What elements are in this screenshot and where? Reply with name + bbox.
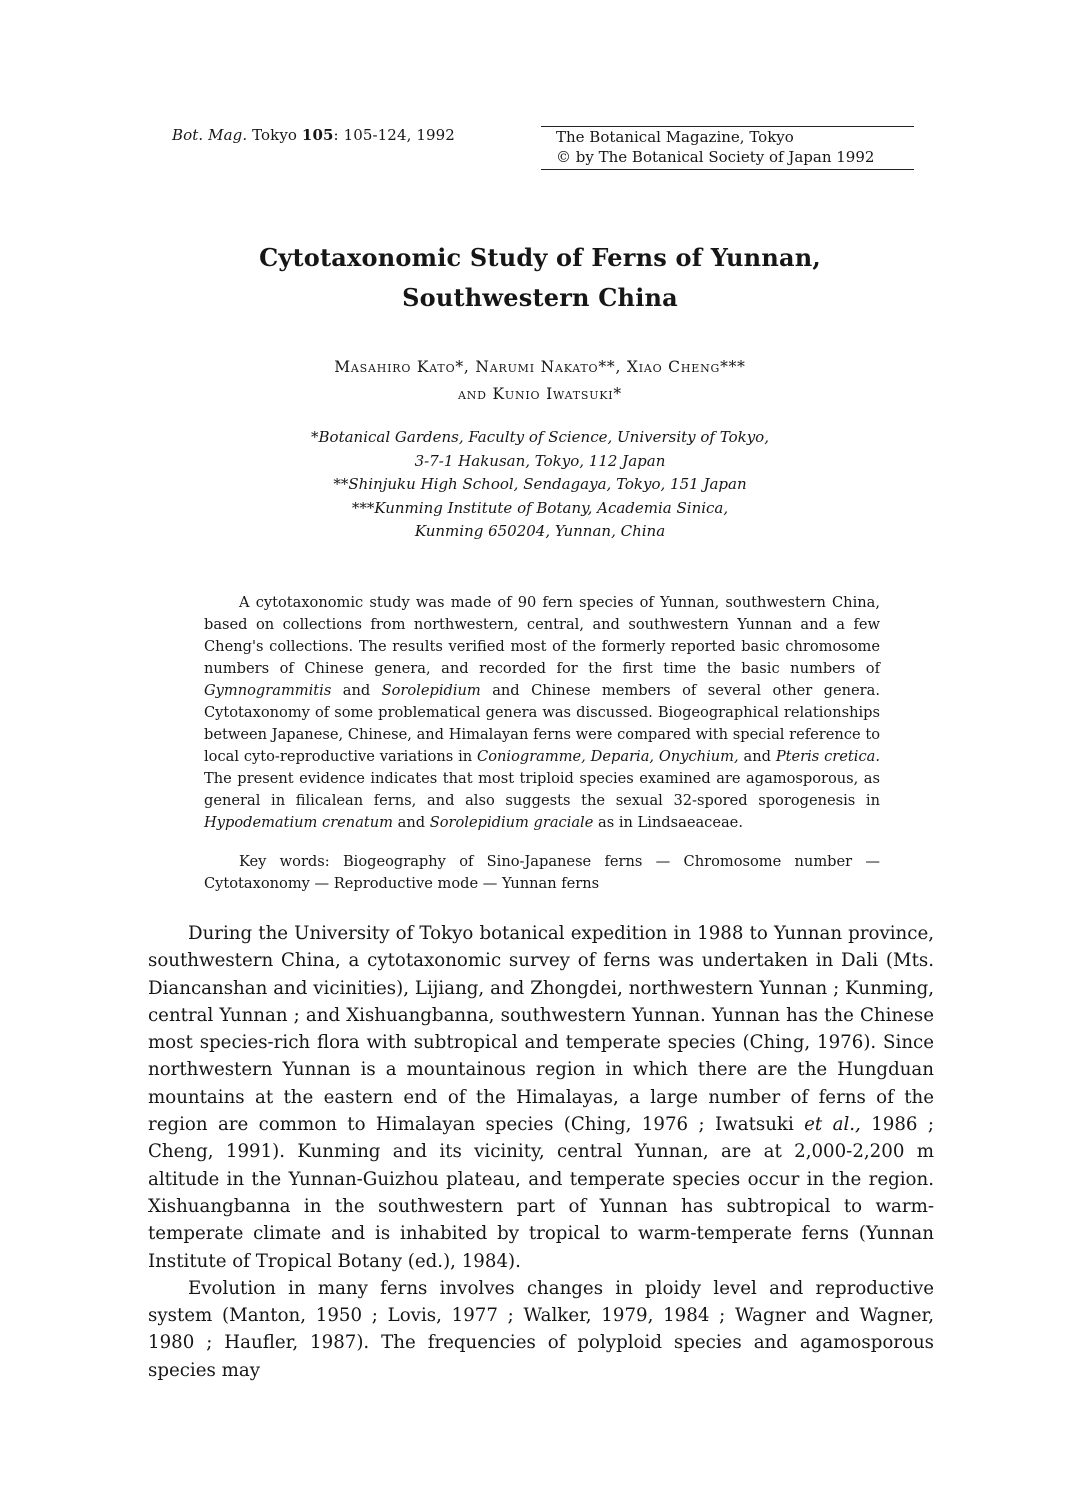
affiliation-line: *Botanical Gardens, Faculty of Science, University of Tokyo,: [311, 428, 769, 446]
abstract-text: as in Lindsaeaceae.: [593, 814, 743, 831]
species-name: Sorolepidium graciale: [429, 814, 594, 831]
abstract-text: and: [331, 682, 382, 699]
abstract-paragraph: [204, 592, 880, 834]
abstract-text: The present evidence indicates that most triploid species examined are agamosporous, as general in filicalean ferns, and also suggests the sexual 32-spored sporogenesis in: [204, 770, 880, 809]
abstract-text: and Chinese members of several other genera. Cytotaxonomy of some problematical genera was discussed. Biogeographical relationships between Japanese, Chinese, and Himalayan ferns were compared with special reference to local cyto-reproductive variations in: [204, 682, 880, 765]
affiliation-line: **Shinjuku High School, Sendagaya, Tokyo, 151 Japan: [333, 475, 747, 493]
copyright-box: [541, 126, 914, 170]
keywords-text: Key words: Biogeography of Sino-Japanese ferns — Chromosome number — Cytotaxonomy — Reproductive mode — Yunnan ferns: [204, 853, 880, 892]
body-text-run: During the University of Tokyo botanical expedition in 1988 to Yunnan province, southwestern China, a cytotaxonomic survey of ferns was undertaken in Dali (Mts. Diancanshan and vicinities), Lijiang, and Zhongdei, northwestern Yunnan ; Kunming, central Yunnan ; and Xishuangbanna, southwestern Yunnan. Yunnan has the Chinese most species-rich flora with subtropical and temperate species (Ching, 1976). Since northwestern Yunnan is a mountainous region in which there are the Hungduan mountains at the eastern end of the Himalayas, a large number of ferns of the region are common to Himalayan species (Ching, 1976 ; Iwatsuki: [148, 923, 934, 1136]
title-line-2: Southwestern China: [402, 283, 678, 312]
body-text: [148, 920, 934, 1384]
body-paragraph: [148, 920, 934, 1275]
affiliation-line: 3-7-1 Hakusan, Tokyo, 112 Japan: [414, 451, 666, 470]
body-text-run: 1986 ; Cheng, 1991). Kunming and its vicinity, central Yunnan, are at 2,000-2,200 m altitude in the Yunnan-Guizhou plateau, and temperate species occur in the region. Xishuangbanna in the southwestern part of Yunnan has subtropical to warm-temperate climate and is inhabited by tropical to warm-temperate ferns (Yunnan Institute of Tropical Botany (ed.), 1984).: [148, 1114, 934, 1272]
authors-line-2: and Kunio Iwatsuki*: [458, 385, 622, 403]
body-paragraph: Evolution in many ferns involves changes in ploidy level and reproductive system (Manton, 1950 ; Lovis, 1977 ; Walker, 1979, 1984 ; Wagner and Wagner, 1980 ; Haufler, 1987). The frequencies of polyploid species and agamosporous species may: [148, 1277, 934, 1381]
genus-name: Sorolepidium: [381, 682, 481, 699]
copyright-journal: The Botanical Magazine, Tokyo: [556, 128, 794, 146]
abstract-text: and: [393, 814, 430, 831]
citation-line: [172, 126, 455, 144]
species-name: Hypodematium crenatum: [204, 814, 394, 831]
affiliation-line: ***Kunming Institute of Botany, Academia Sinica,: [351, 498, 729, 517]
species-name: Pteris cretica.: [775, 748, 880, 765]
journal-abbrev: Bot. Mag.: [172, 126, 248, 144]
genus-name: Gymnogrammitis: [204, 682, 332, 699]
journal-city: Tokyo: [252, 126, 298, 144]
genus-name: Coniogramme, Deparia, Onychium,: [477, 748, 739, 765]
page-range: : 105-124, 1992: [333, 126, 455, 144]
affiliation-line: Kunming 650204, Yunnan, China: [414, 522, 666, 540]
abstract-text: A cytotaxonomic study was made of 90 fern species of Yunnan, southwestern China, based on collections from northwestern, central, and southwestern Yunnan and a few Cheng's collections. The results verified most of the formerly reported basic chromosome numbers of Chinese genera, and recorded for the first time the basic numbers of: [204, 594, 880, 677]
paper-title: [0, 238, 1080, 318]
author-list: [0, 354, 1080, 408]
body-italic-run: et al.,: [804, 1114, 861, 1136]
abstract-text: and: [738, 748, 776, 765]
authors-line-1: Masahiro Kato*, Narumi Nakato**, Xiao Cheng***: [334, 358, 746, 376]
keywords: [204, 851, 880, 895]
title-line-1: Cytotaxonomic Study of Ferns of Yunnan,: [259, 243, 821, 272]
abstract: [204, 592, 880, 834]
volume-number: 105: [301, 126, 334, 144]
affiliations: [0, 426, 1080, 544]
copyright-notice: © by The Botanical Society of Japan 1992: [556, 148, 875, 166]
